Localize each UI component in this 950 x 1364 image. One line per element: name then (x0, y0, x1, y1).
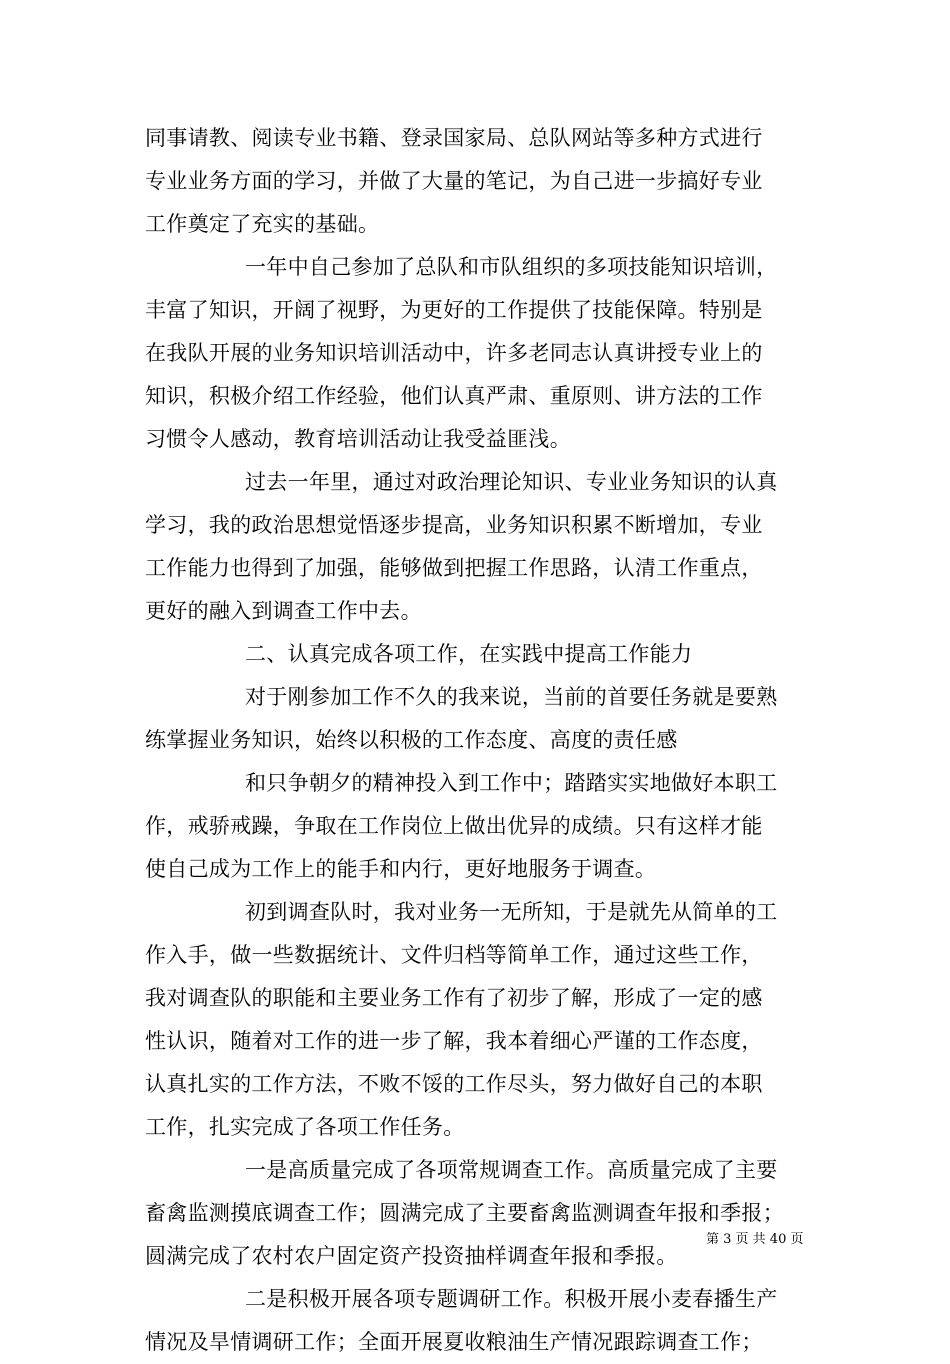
text-line: 习惯令人感动，教育培训活动让我受益匪浅。 (145, 427, 571, 451)
text-line: 对于刚参加工作不久的我来说，当前的首要任务就是要熟 (245, 685, 778, 709)
text-line: 情况及旱情调研工作；全面开展夏收粮油生产情况跟踪调查工作； (145, 1330, 763, 1354)
text-line: 作入手，做一些数据统计、文件归档等简单工作，通过这些工作， (145, 943, 763, 967)
document-body (145, 117, 815, 1364)
text-line: 二、认真完成各项工作，在实践中提高工作能力 (245, 642, 693, 666)
text-line: 使自己成为工作上的能手和内行，更好地服务于调查。 (145, 857, 657, 881)
text-line: 圆满完成了农村农户固定资产投资抽样调查年报和季报。 (145, 1244, 678, 1268)
text-line: 更好的融入到调查工作中去。 (145, 599, 422, 623)
text-line: 我对调查队的职能和主要业务工作有了初步了解，形成了一定的感 (145, 986, 763, 1010)
text-line: 同事请教、阅读专业书籍、登录国家局、总队网站等多种方式进行 (145, 126, 763, 150)
text-line: 过去一年里，通过对政治理论知识、专业业务知识的认真 (245, 470, 778, 494)
text-line: 二是积极开展各项专题调研工作。积极开展小麦春播生产 (245, 1287, 778, 1311)
text-line: 练掌握业务知识，始终以积极的工作态度、高度的责任感 (145, 728, 678, 752)
text-line: 工作奠定了充实的基础。 (145, 212, 380, 236)
text-line: 工作，扎实完成了各项工作任务。 (145, 1115, 465, 1139)
text-line: 初到调查队时，我对业务一无所知，于是就先从简单的工 (245, 900, 778, 924)
text-line: 一是高质量完成了各项常规调查工作。高质量完成了主要 (245, 1158, 778, 1182)
text-line: 认真扎实的工作方法，不败不馁的工作尽头，努力做好自己的本职 (145, 1072, 763, 1096)
text-line: 在我队开展的业务知识培训活动中，许多老同志认真讲授专业上的 (145, 341, 763, 365)
text-line: 工作能力也得到了加强，能够做到把握工作思路，认清工作重点， (145, 556, 763, 580)
page-number-footer: 第 3 页 共 40 页 (706, 1232, 804, 1247)
text-line: 一年中自己参加了总队和市队组织的多项技能知识培训， (245, 255, 778, 279)
text-line: 和只争朝夕的精神投入到工作中；踏踏实实地做好本职工 (245, 771, 778, 795)
text-line: 丰富了知识，开阔了视野，为更好的工作提供了技能保障。特别是 (145, 298, 763, 322)
text-line: 性认识，随着对工作的进一步了解，我本着细心严谨的工作态度， (145, 1029, 763, 1053)
text-line: 专业业务方面的学习，并做了大量的笔记，为自己进一步搞好专业 (145, 169, 763, 193)
text-line: 学习，我的政治思想觉悟逐步提高，业务知识积累不断增加，专业 (145, 513, 763, 537)
text-line: 作，戒骄戒躁，争取在工作岗位上做出优异的成绩。只有这样才能 (145, 814, 763, 838)
text-line: 知识，积极介绍工作经验，他们认真严肃、重原则、讲方法的工作 (145, 384, 763, 408)
text-line: 畜禽监测摸底调查工作；圆满完成了主要畜禽监测调查年报和季报； (145, 1201, 784, 1225)
